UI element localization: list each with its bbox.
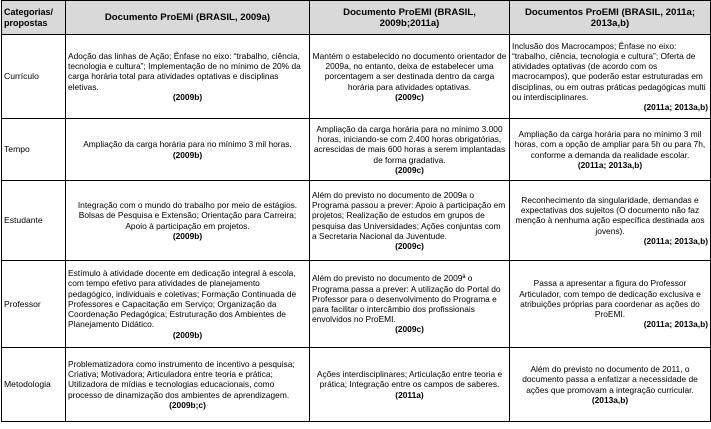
cell-reference: (2009b) [172, 149, 203, 160]
cell-text: Integração com o mundo do trabalho por meio de estágios. Bolsas de Pesquisa e Extensão; Orientação para Carreira; Apoio à participação em projetos. [77, 200, 298, 231]
cell-col1 [66, 348, 310, 422]
cell-col1 [66, 261, 310, 348]
table-row [2, 181, 711, 261]
cell-reference: (2011a; 2013a,b) [643, 235, 708, 246]
row-category: Estudante [2, 181, 66, 261]
cell-reference: (2009c) [395, 91, 424, 102]
cell-text: Reconhecimento da singularidade, demandas e expectativas dos sujeitos (O documento não faz menção à nenhuma ação específica destinada aos jovens). [515, 194, 705, 236]
cell-col1 [66, 35, 310, 119]
cell-text: Além do previsto no documento de 2011, o documento passa a enfatizar a necessidade de ações que promovam a integração curricular. [522, 364, 698, 395]
cell-reference: (2011a; 2013a,b) [643, 102, 708, 112]
header-row [2, 1, 711, 35]
cell-text: Estímulo à atividade docente em dedicação integral à escola, com tempo efetivo para atividades de planejamento pedagógico, individuais e coletivas; Formação Continuada de Professores e Capacitação em Serviço; Organização da Coordenação Pedagógica; Estruturação dos Ambientes de Planejamento Didático. [68, 268, 297, 330]
cell-text: Ampliação da carga horária para no mínimo 3 mil horas, com a opção de ampliar para 5h ou para 7h, conforme a demanda da realidade escolar. [514, 129, 706, 160]
cell-reference: (2011a) [395, 389, 424, 400]
cell-col2 [310, 261, 510, 348]
cell-reference: (2009c) [395, 164, 424, 175]
table-row [2, 119, 711, 181]
row-category: Metodologia [2, 348, 66, 422]
cell-reference: (2011a; 2013a,b) [643, 319, 708, 330]
cell-col3 [510, 181, 711, 261]
cell-col3 [510, 348, 711, 422]
header-col2: Documento ProEMI (BRASIL, 2009b;2011a) [310, 1, 510, 35]
cell-text: Passa a apresentar a figura do Professor Articulador, com tempo de dedicação exclusiva e atribuições próprias para coordenar as ações do ProEMI. [519, 278, 701, 320]
cell-col3 [510, 35, 711, 119]
cell-text: Além do previsto no documento de 2009ª o Programa passa a prever: A utilização do Portal do Professor para o desenvolvimento do Programa e para facilitar o intercâmbio dos profissionais envolvidos no ProEMI. [312, 273, 501, 325]
cell-reference: (2009b;c) [169, 399, 206, 410]
header-category: Categorias/ propostas [2, 1, 66, 35]
row-category: Tempo [2, 119, 66, 181]
cell-reference: (2009b) [172, 230, 203, 241]
cell-col2 [310, 35, 510, 119]
row-category: Professor [2, 261, 66, 348]
cell-text: Ações interdisciplinares; Articulação entre teoria e prática; Integração entre os campos de saberes. [316, 369, 503, 390]
cell-reference: (2011a; 2013a,b) [577, 159, 643, 170]
cell-col2 [310, 119, 510, 181]
cell-text: Inclusão dos Macrocampos; Ênfase no eixo: “trabalho, ciência, tecnologia e cultura”; Oferta de atividades optativas (de acordo com os macrocampos), que poderão estar estruturadas em disciplinas, ou em outras práticas pedagógicas multi ou interdisciplinares. [512, 40, 706, 102]
cell-text: Adoção das linhas de Ação; Ênfase no eixo: “trabalho, ciência, tecnologia e cultura”; Implementação de no mínimo de 20% da carga horária total para atividades optativas e disciplinas eletivas. [68, 50, 301, 92]
header-col1: Documento ProEMi (BRASIL, 2009a) [66, 1, 310, 35]
comparison-table-wrapper [1, 0, 710, 422]
cell-reference: (2009c) [395, 324, 424, 335]
row-category: Currículo [2, 35, 66, 119]
table-row [2, 35, 711, 119]
cell-text: Problematizadora como instrumento de incentivo a pesquisa; Criativa; Motivadora; Articuladora entre teoria e prática; Utilizadora de mídias e tecnologias educacionais, como processo de dinamização dos ambientes de aprendizagem. [68, 358, 295, 400]
cell-col3 [510, 119, 711, 181]
table-row [2, 261, 711, 348]
header-col3: Documentos ProEMI (BRASIL, 2011a; 2013a,b) [510, 1, 711, 35]
cell-reference: (2009c) [395, 240, 424, 251]
comparison-table [1, 0, 711, 422]
cell-text: Mantém o estabelecido no documento orientador de 2009a, no entanto, deixa de estabelecer uma porcentagem a ser destinada dentro da carga horária para atividades optativas. [312, 50, 507, 92]
cell-reference: (2009b) [172, 329, 203, 340]
cell-col3 [510, 261, 711, 348]
cell-reference: (2009b) [172, 91, 203, 102]
table-row [2, 348, 711, 422]
cell-text: Ampliação da carga horária para no mínimo 3 mil horas. [83, 139, 292, 150]
cell-col1 [66, 181, 310, 261]
cell-col2 [310, 348, 510, 422]
cell-text: Além do previsto no documento de 2009a o Programa passou a prever: Apoio à participação em projetos; Realização de estudos em grupos de pesquisa das Universidades; Ações conjuntas com a Secretaria Nacional da Juventude. [312, 189, 506, 241]
cell-reference: (2013a,b) [591, 394, 629, 405]
cell-col1 [66, 119, 310, 181]
cell-text: Ampliação da carga horária para no mínimo 3.000 horas, iniciando-se com 2.400 horas obrigatórias, acrescidas de mais 600 horas a serem implantadas de forma gradativa. [313, 123, 506, 165]
cell-col2 [310, 181, 510, 261]
